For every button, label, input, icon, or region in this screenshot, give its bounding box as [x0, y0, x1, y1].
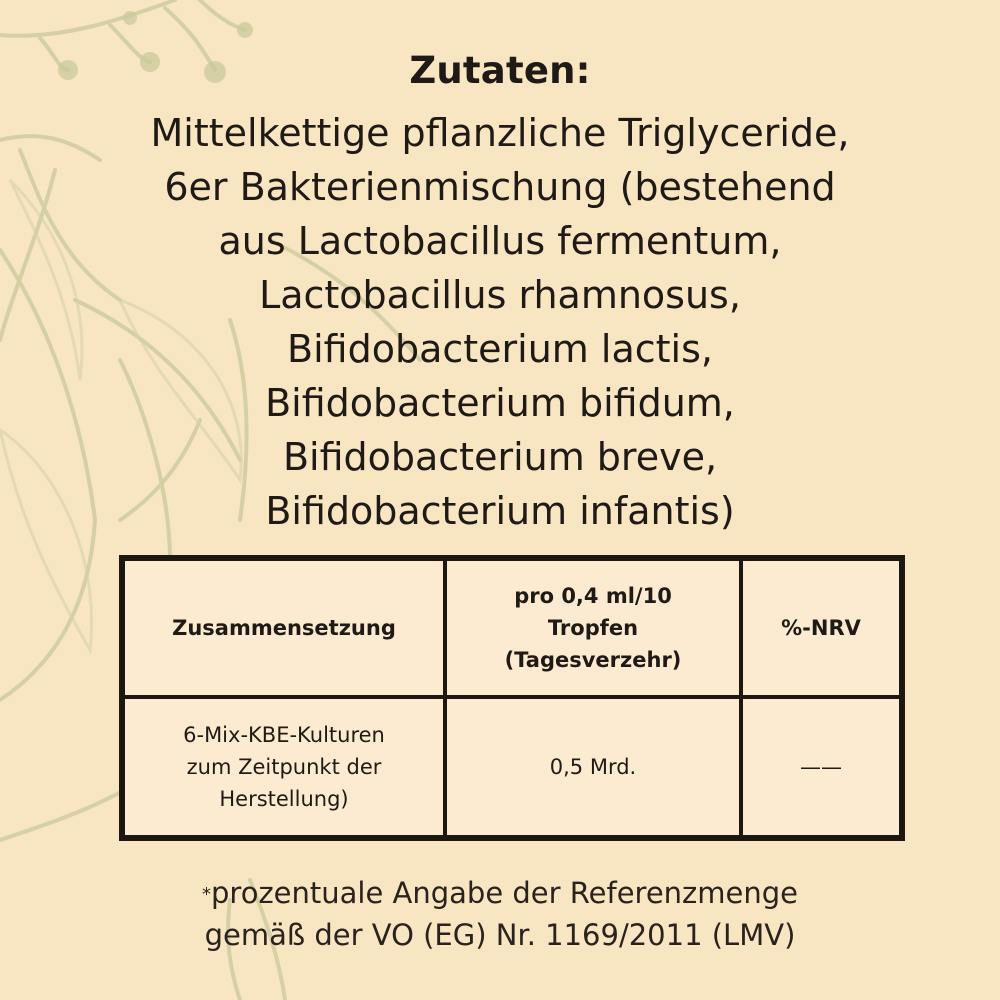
table-header-row — [125, 561, 899, 697]
cell-nrv — [741, 697, 899, 835]
header-composition-label: Zusammensetzung — [172, 616, 396, 640]
footnote-line-1 — [0, 872, 1000, 914]
ingredient-line: 6er Bakterienmischung (bestehend — [164, 165, 836, 209]
cell-composition-line: zum Zeitpunkt der — [186, 755, 382, 779]
header-dose-line: pro 0,4 ml/10 — [514, 584, 672, 608]
cell-dose — [445, 697, 741, 835]
cell-composition-line: Herstellung) — [219, 787, 349, 811]
ingredients-heading: Zutaten: — [409, 49, 591, 92]
header-nrv-label: %-NRV — [781, 616, 861, 640]
header-nrv — [741, 561, 899, 697]
cell-composition — [125, 697, 445, 835]
ingredients-list — [40, 106, 960, 538]
ingredient-line: Bifidobacterium lactis, — [287, 327, 713, 371]
ingredient-line: Lactobacillus rhamnosus, — [259, 273, 741, 317]
cell-composition-line: 6-Mix-KBE-Kulturen — [183, 723, 385, 747]
footnote-marker: * — [202, 884, 212, 905]
table-row — [125, 697, 899, 835]
header-composition — [125, 561, 445, 697]
cell-nrv-value: —— — [800, 755, 842, 779]
ingredient-line: Bifidobacterium infantis) — [265, 489, 735, 533]
header-dose — [445, 561, 741, 697]
ingredient-line: Bifidobacterium bifidum, — [265, 381, 735, 425]
header-dose-line: Tropfen — [547, 616, 639, 640]
ingredient-line: Bifidobacterium breve, — [282, 435, 718, 479]
cell-dose-value: 0,5 Mrd. — [549, 755, 637, 779]
footnote-text-1: prozentuale Angabe der Referenzmenge — [211, 876, 798, 910]
ingredient-line: Mittelkettige pflanzliche Triglyceride, — [150, 111, 850, 155]
ingredient-line: aus Lactobacillus fermentum, — [218, 219, 782, 263]
nutrition-table — [119, 555, 905, 841]
footnote — [0, 872, 1000, 956]
footnote-line-2: gemäß der VO (EG) Nr. 1169/2011 (LMV) — [204, 918, 796, 952]
header-dose-line: (Tagesverzehr) — [504, 648, 682, 672]
